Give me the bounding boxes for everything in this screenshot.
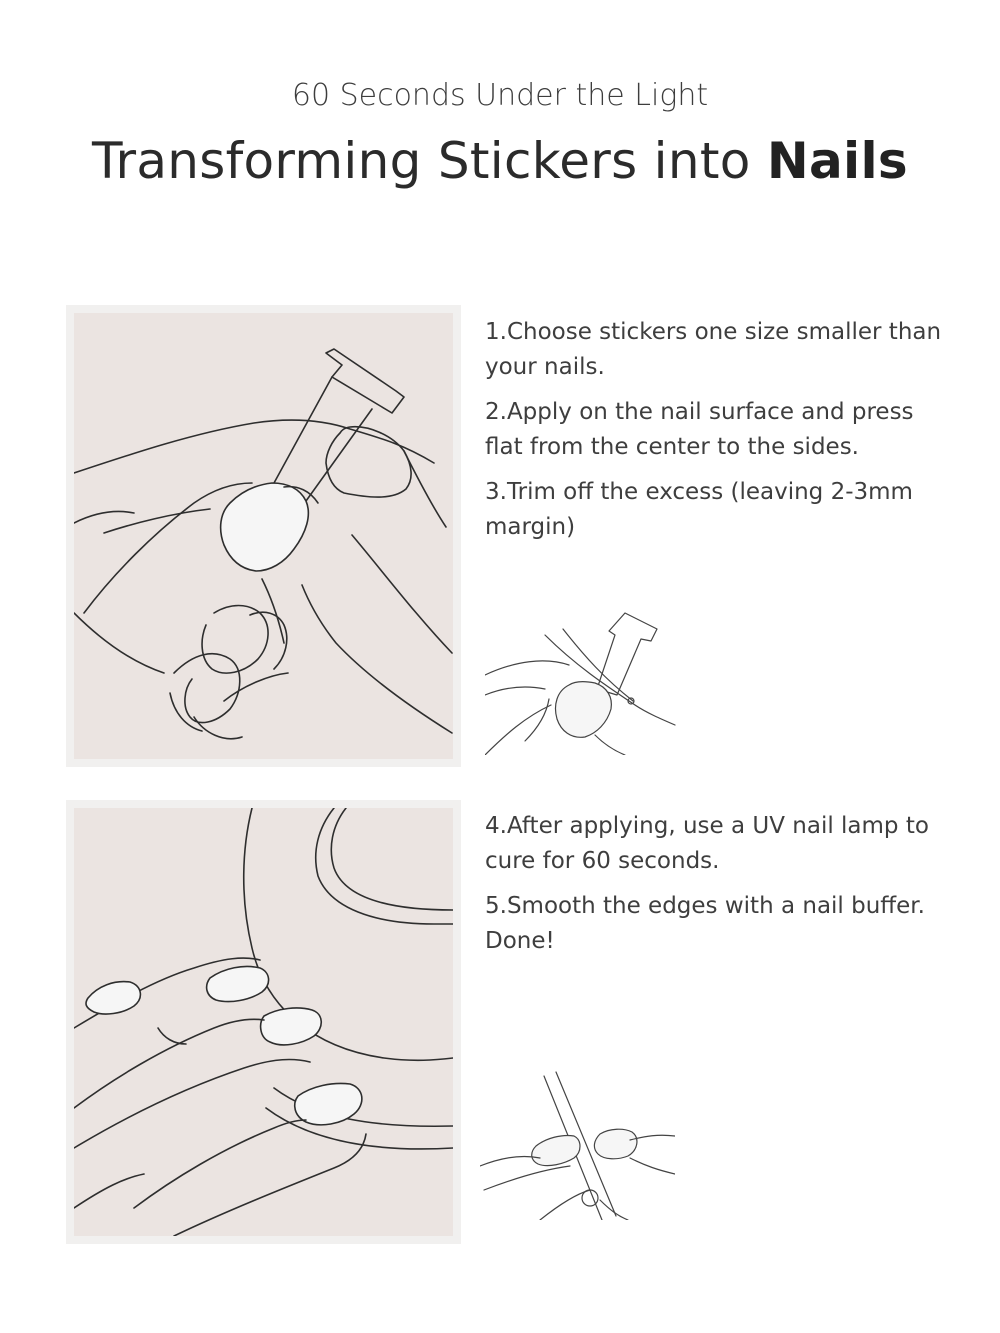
scissors-trimming-icon <box>485 605 685 755</box>
hand-applying-sticker-icon <box>74 313 453 759</box>
step-2: 2.Apply on the nail surface and press flat from the center to the sides. <box>485 399 914 460</box>
page-subtitle: 60 Seconds Under the Light <box>291 78 709 113</box>
step-5: 5.Smooth the edges with a nail buffer. Done! <box>485 893 925 954</box>
apply-sticker-panel <box>66 305 461 767</box>
uv-lamp-panel <box>66 800 461 1244</box>
steps-list-2 <box>485 809 945 969</box>
nail-buffer-icon <box>480 1070 675 1220</box>
step-4: 4.After applying, use a UV nail lamp to cure for 60 seconds. <box>485 813 929 874</box>
steps-list-1 <box>485 315 945 555</box>
page-title <box>0 132 1000 190</box>
title-regular: Transforming Stickers into <box>92 132 751 190</box>
title-bold: Nails <box>766 132 908 190</box>
step-3: 3.Trim off the excess (leaving 2-3mm margin) <box>485 479 913 540</box>
step-1: 1.Choose stickers one size smaller than your nails. <box>485 319 942 380</box>
uv-lamp-hand-icon <box>74 808 453 1236</box>
